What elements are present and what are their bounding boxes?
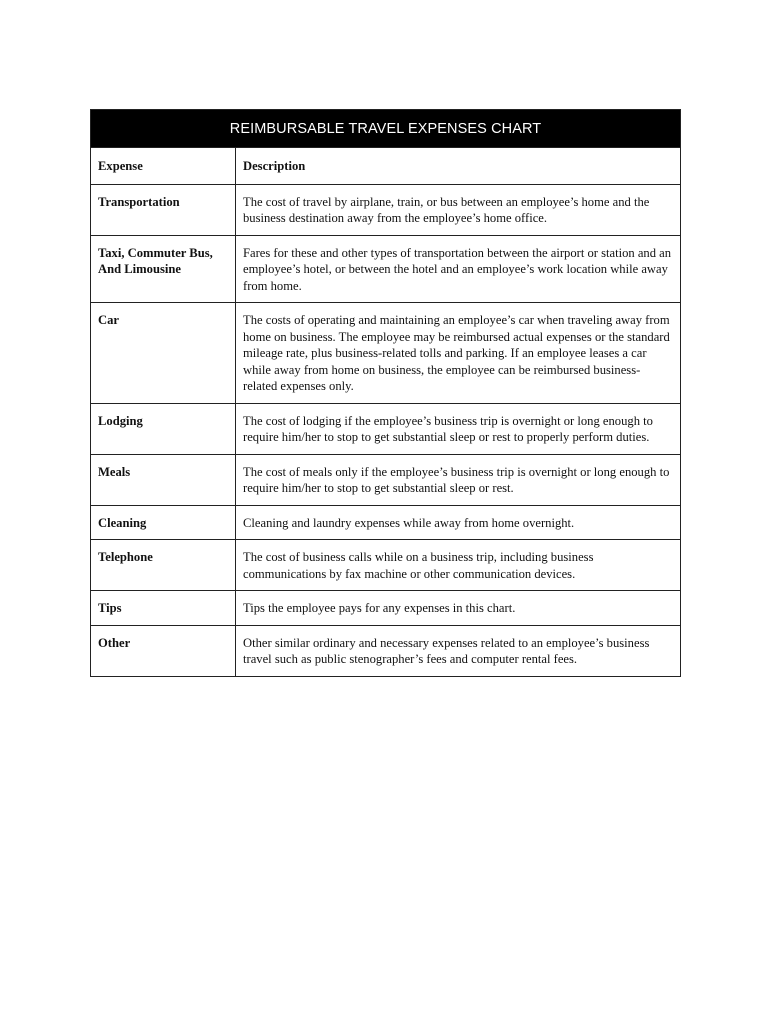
expense-description: The cost of business calls while on a business trip, including business communications by fax machine or other communication devices. [236,540,681,591]
expense-label: Telephone [91,540,236,591]
expense-description: Fares for these and other types of transportation between the airport or station and an employee’s hotel, or between the hotel and an employee’s work location while away from home. [236,235,681,303]
header-row [91,148,681,185]
expense-description: The cost of lodging if the employee’s business trip is overnight or long enough to require him/her to stop to get substantial sleep or rest to properly perform duties. [236,403,681,454]
table-row [91,303,681,404]
table-row [91,235,681,303]
table-row [91,454,681,505]
expense-label: Other [91,625,236,676]
expense-label: Taxi, Commuter Bus, And Limousine [91,235,236,303]
expense-label: Transportation [91,184,236,235]
table-row [91,625,681,676]
expense-description: Cleaning and laundry expenses while away from home overnight. [236,505,681,540]
table-row [91,403,681,454]
expense-description: Other similar ordinary and necessary expenses related to an employee’s business travel such as public stenographer’s fees and computer rental fees. [236,625,681,676]
expense-label: Cleaning [91,505,236,540]
expense-description: The cost of travel by airplane, train, or bus between an employee’s home and the business destination away from the employee’s home office. [236,184,681,235]
expense-column-header: Expense [91,148,236,185]
expense-label: Lodging [91,403,236,454]
expenses-table [90,109,681,677]
description-column-header: Description [236,148,681,185]
table-title: REIMBURSABLE TRAVEL EXPENSES CHART [91,110,681,148]
table-row [91,540,681,591]
table-row [91,184,681,235]
table-row [91,505,681,540]
expense-description: Tips the employee pays for any expenses in this chart. [236,591,681,626]
expense-label: Meals [91,454,236,505]
table-row [91,591,681,626]
expense-description: The cost of meals only if the employee’s business trip is overnight or long enough to require him/her to stop to get substantial sleep or rest. [236,454,681,505]
expense-description: The costs of operating and maintaining an employee’s car when traveling away from home on business. The employee may be reimbursed actual expenses or the standard mileage rate, plus business-related tolls and parking. If an employee leases a car while away from home on business, the employee can be reimbursed business-related expenses only. [236,303,681,404]
expense-label: Tips [91,591,236,626]
expense-label: Car [91,303,236,404]
